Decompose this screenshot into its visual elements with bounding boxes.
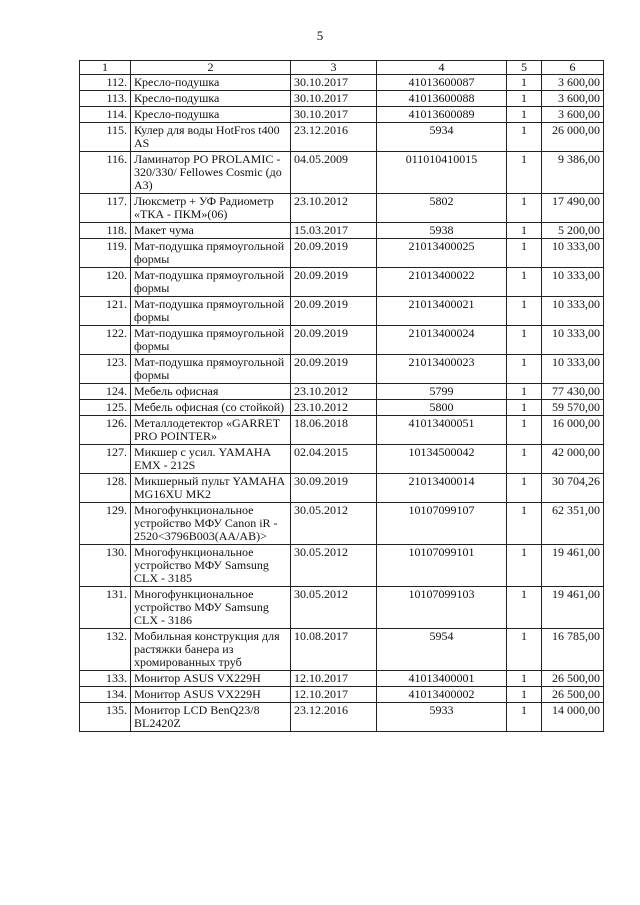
inventory-number: 41013400001 xyxy=(377,671,507,687)
quantity: 1 xyxy=(507,400,542,416)
item-name: Макет чума xyxy=(131,223,291,239)
inventory-number: 21013400024 xyxy=(377,326,507,355)
item-name: Мат-подушка прямоугольной формы xyxy=(131,326,291,355)
cost: 9 386,00 xyxy=(542,152,604,194)
item-name: Монитор LCD BenQ23/8 BL2420Z xyxy=(131,703,291,732)
acquisition-date: 20.09.2019 xyxy=(291,326,377,355)
acquisition-date: 30.10.2017 xyxy=(291,107,377,123)
inventory-table xyxy=(79,60,604,732)
item-name: Мат-подушка прямоугольной формы xyxy=(131,297,291,326)
quantity: 1 xyxy=(507,194,542,223)
item-name: Люксметр + УФ Радиометр «ТКА - ПКМ»(06) xyxy=(131,194,291,223)
column-header: 1 xyxy=(80,61,131,75)
cost: 26 000,00 xyxy=(542,123,604,152)
acquisition-date: 20.09.2019 xyxy=(291,239,377,268)
acquisition-date: 23.10.2012 xyxy=(291,194,377,223)
cost: 16 785,00 xyxy=(542,629,604,671)
row-number: 133. xyxy=(80,671,131,687)
table-row xyxy=(80,474,604,503)
quantity: 1 xyxy=(507,587,542,629)
row-number: 128. xyxy=(80,474,131,503)
cost: 10 333,00 xyxy=(542,297,604,326)
quantity: 1 xyxy=(507,297,542,326)
table-row xyxy=(80,223,604,239)
cost: 17 490,00 xyxy=(542,194,604,223)
inventory-number: 21013400014 xyxy=(377,474,507,503)
table-row xyxy=(80,545,604,587)
cost: 26 500,00 xyxy=(542,671,604,687)
row-number: 126. xyxy=(80,416,131,445)
item-name: Металлодетектор «GARRET PRO POINTER» xyxy=(131,416,291,445)
cost: 19 461,00 xyxy=(542,587,604,629)
item-name: Микшерный пульт YAMAHA MG16XU MK2 xyxy=(131,474,291,503)
item-name: Мат-подушка прямоугольной формы xyxy=(131,239,291,268)
inventory-number: 41013400002 xyxy=(377,687,507,703)
row-number: 132. xyxy=(80,629,131,671)
column-header: 4 xyxy=(377,61,507,75)
acquisition-date: 30.10.2017 xyxy=(291,75,377,91)
item-name: Мебель офисная xyxy=(131,384,291,400)
table-row xyxy=(80,703,604,732)
table-row xyxy=(80,268,604,297)
inventory-number: 21013400023 xyxy=(377,355,507,384)
table-row xyxy=(80,123,604,152)
table-row xyxy=(80,239,604,268)
row-number: 115. xyxy=(80,123,131,152)
acquisition-date: 15.03.2017 xyxy=(291,223,377,239)
acquisition-date: 23.12.2016 xyxy=(291,703,377,732)
acquisition-date: 30.09.2019 xyxy=(291,474,377,503)
inventory-number: 10134500042 xyxy=(377,445,507,474)
cost: 3 600,00 xyxy=(542,91,604,107)
item-name: Мебель офисная (со стойкой) xyxy=(131,400,291,416)
acquisition-date: 20.09.2019 xyxy=(291,268,377,297)
inventory-number: 5799 xyxy=(377,384,507,400)
row-number: 135. xyxy=(80,703,131,732)
table-row xyxy=(80,445,604,474)
quantity: 1 xyxy=(507,326,542,355)
quantity: 1 xyxy=(507,223,542,239)
quantity: 1 xyxy=(507,416,542,445)
quantity: 1 xyxy=(507,123,542,152)
table-row xyxy=(80,297,604,326)
item-name: Многофункциональное устройство МФУ Canon iR - 2520<3796B003(AA/AB)> xyxy=(131,503,291,545)
item-name: Мат-подушка прямоугольной формы xyxy=(131,355,291,384)
row-number: 127. xyxy=(80,445,131,474)
inventory-number: 41013600089 xyxy=(377,107,507,123)
quantity: 1 xyxy=(507,545,542,587)
acquisition-date: 30.05.2012 xyxy=(291,503,377,545)
quantity: 1 xyxy=(507,384,542,400)
inventory-number: 10107099101 xyxy=(377,545,507,587)
acquisition-date: 20.09.2019 xyxy=(291,355,377,384)
row-number: 129. xyxy=(80,503,131,545)
table-row xyxy=(80,629,604,671)
inventory-number: 011010410015 xyxy=(377,152,507,194)
inventory-number: 5800 xyxy=(377,400,507,416)
table-row xyxy=(80,152,604,194)
acquisition-date: 18.06.2018 xyxy=(291,416,377,445)
item-name: Кулер для воды HotFros t400 AS xyxy=(131,123,291,152)
cost: 59 570,00 xyxy=(542,400,604,416)
cost: 3 600,00 xyxy=(542,107,604,123)
row-number: 116. xyxy=(80,152,131,194)
quantity: 1 xyxy=(507,503,542,545)
table-row xyxy=(80,671,604,687)
table-row xyxy=(80,75,604,91)
item-name: Мобильная конструкция для растяжки банера из хромированных труб xyxy=(131,629,291,671)
inventory-number: 5802 xyxy=(377,194,507,223)
page-number: 5 xyxy=(316,28,324,43)
item-name: Мат-подушка прямоугольной формы xyxy=(131,268,291,297)
inventory-number: 5938 xyxy=(377,223,507,239)
row-number: 131. xyxy=(80,587,131,629)
cost: 14 000,00 xyxy=(542,703,604,732)
quantity: 1 xyxy=(507,629,542,671)
row-number: 134. xyxy=(80,687,131,703)
quantity: 1 xyxy=(507,107,542,123)
cost: 77 430,00 xyxy=(542,384,604,400)
acquisition-date: 23.12.2016 xyxy=(291,123,377,152)
acquisition-date: 12.10.2017 xyxy=(291,687,377,703)
quantity: 1 xyxy=(507,474,542,503)
cost: 42 000,00 xyxy=(542,445,604,474)
item-name: Многофункциональное устройство МФУ Samsung CLX - 3186 xyxy=(131,587,291,629)
acquisition-date: 12.10.2017 xyxy=(291,671,377,687)
row-number: 121. xyxy=(80,297,131,326)
table-row xyxy=(80,326,604,355)
acquisition-date: 10.08.2017 xyxy=(291,629,377,671)
quantity: 1 xyxy=(507,239,542,268)
row-number: 118. xyxy=(80,223,131,239)
quantity: 1 xyxy=(507,152,542,194)
row-number: 119. xyxy=(80,239,131,268)
row-number: 114. xyxy=(80,107,131,123)
acquisition-date: 04.05.2009 xyxy=(291,152,377,194)
item-name: Микшер с усил. YAMAHA EMX - 212S xyxy=(131,445,291,474)
inventory-number: 5934 xyxy=(377,123,507,152)
inventory-number: 41013600087 xyxy=(377,75,507,91)
item-name: Монитор ASUS VX229H xyxy=(131,687,291,703)
inventory-number: 41013600088 xyxy=(377,91,507,107)
inventory-number: 21013400022 xyxy=(377,268,507,297)
cost: 10 333,00 xyxy=(542,239,604,268)
inventory-number: 5954 xyxy=(377,629,507,671)
cost: 5 200,00 xyxy=(542,223,604,239)
inventory-number: 41013400051 xyxy=(377,416,507,445)
row-number: 112. xyxy=(80,75,131,91)
quantity: 1 xyxy=(507,671,542,687)
item-name: Кресло-подушка xyxy=(131,91,291,107)
item-name: Многофункциональное устройство МФУ Samsung CLX - 3185 xyxy=(131,545,291,587)
cost: 19 461,00 xyxy=(542,545,604,587)
acquisition-date: 02.04.2015 xyxy=(291,445,377,474)
table-row xyxy=(80,400,604,416)
cost: 10 333,00 xyxy=(542,268,604,297)
item-name: Кресло-подушка xyxy=(131,75,291,91)
acquisition-date: 20.09.2019 xyxy=(291,297,377,326)
row-number: 130. xyxy=(80,545,131,587)
acquisition-date: 23.10.2012 xyxy=(291,400,377,416)
row-number: 120. xyxy=(80,268,131,297)
cost: 3 600,00 xyxy=(542,75,604,91)
inventory-number: 5933 xyxy=(377,703,507,732)
acquisition-date: 30.05.2012 xyxy=(291,587,377,629)
table-body xyxy=(80,75,604,732)
cost: 62 351,00 xyxy=(542,503,604,545)
inventory-number: 10107099103 xyxy=(377,587,507,629)
header-row xyxy=(80,61,604,75)
row-number: 122. xyxy=(80,326,131,355)
table-row xyxy=(80,194,604,223)
cost: 10 333,00 xyxy=(542,355,604,384)
table-row xyxy=(80,91,604,107)
column-header: 3 xyxy=(291,61,377,75)
acquisition-date: 30.10.2017 xyxy=(291,91,377,107)
table-row xyxy=(80,587,604,629)
table-row xyxy=(80,687,604,703)
item-name: Кресло-подушка xyxy=(131,107,291,123)
item-name: Ламинатор PO PROLAMIC - 320/330/ Fellowes Cosmic (до А3) xyxy=(131,152,291,194)
cost: 30 704,26 xyxy=(542,474,604,503)
inventory-number: 21013400025 xyxy=(377,239,507,268)
inventory-number: 10107099107 xyxy=(377,503,507,545)
row-number: 124. xyxy=(80,384,131,400)
column-header: 6 xyxy=(542,61,604,75)
row-number: 125. xyxy=(80,400,131,416)
table-row xyxy=(80,384,604,400)
quantity: 1 xyxy=(507,687,542,703)
quantity: 1 xyxy=(507,75,542,91)
row-number: 113. xyxy=(80,91,131,107)
quantity: 1 xyxy=(507,703,542,732)
cost: 26 500,00 xyxy=(542,687,604,703)
row-number: 123. xyxy=(80,355,131,384)
table-row xyxy=(80,355,604,384)
cost: 10 333,00 xyxy=(542,326,604,355)
table-row xyxy=(80,416,604,445)
column-header: 2 xyxy=(131,61,291,75)
column-header: 5 xyxy=(507,61,542,75)
cost: 16 000,00 xyxy=(542,416,604,445)
table-row xyxy=(80,107,604,123)
acquisition-date: 23.10.2012 xyxy=(291,384,377,400)
acquisition-date: 30.05.2012 xyxy=(291,545,377,587)
quantity: 1 xyxy=(507,91,542,107)
table-row xyxy=(80,503,604,545)
quantity: 1 xyxy=(507,445,542,474)
item-name: Монитор ASUS VX229H xyxy=(131,671,291,687)
inventory-number: 21013400021 xyxy=(377,297,507,326)
row-number: 117. xyxy=(80,194,131,223)
quantity: 1 xyxy=(507,355,542,384)
quantity: 1 xyxy=(507,268,542,297)
